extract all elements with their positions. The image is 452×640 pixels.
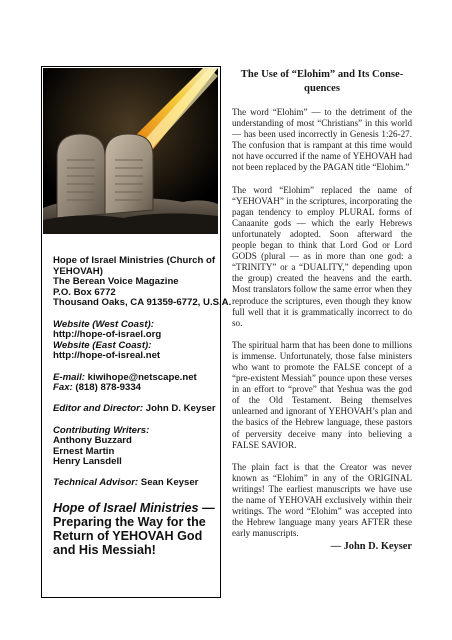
- stone-tablets-image: [43, 68, 218, 234]
- editor-name: John D. Keyser: [145, 403, 216, 415]
- writers-label: Contributing Writers:: [53, 424, 150, 436]
- article-title-line: quences: [304, 83, 340, 94]
- article-paragraph: The plain fact is that the Creator was never known as “Elohim” in any of the ORIGINAL writings! The earliest manuscripts we have use the name of YEHOVAH exclusively within their writings. The word “Elohim” was accepted into the Hebrew language many years AFTER these early manuscripts.: [232, 461, 412, 539]
- contact-info: [53, 255, 232, 558]
- article: [232, 68, 412, 563]
- magazine-name: The Berean Voice Magazine: [53, 276, 179, 288]
- tagline-line: Return of YEHOVAH God: [53, 529, 203, 544]
- tagline-dash: —: [198, 501, 215, 516]
- editor-label: Editor and Director:: [53, 403, 144, 415]
- article-paragraph: The word “Elohim” replaced the name of “YEHOVAH” in the scriptures, incorporating the pagan tendency to employ PLURAL forms of Canaanite gods — which the early Hebrews unfortunately adopted. Soon afterward the people began to think that Lord God or Lord GODS (plural — as in more than one god: a “TRINITY” or a “DUALITY,” depending upon the group) created the heavens and the earth. Most translators follow the same error when they reproduce the scriptures, even though they know full well that it is grammatically incorrect to do so.: [232, 184, 412, 328]
- article-title-line: The Use of “Elohim” and Its Conse-: [240, 69, 404, 80]
- ministry-tagline: [53, 501, 217, 557]
- writer-name: Ernest Martin: [53, 445, 115, 457]
- website-east-label: Website (East Coast):: [53, 339, 152, 351]
- tagline-line: and His Messiah!: [53, 543, 156, 558]
- po-box: P.O. Box 6772: [53, 286, 116, 298]
- article-paragraph: The spiritual harm that has been done to millions is immense. Unfortunately, those false ministers who want to promote the FALSE concept of a “pre-existent Messiah” pounce upon these verses in an effort to “prove” that Yeshua was the god of the Old Testament. Being themselves unlearned and ignorant of YEHOVAH’s plan and the basics of the Hebrew language, these pastors of perversity deceive many into believing a FALSE SAVIOR.: [232, 339, 412, 450]
- website-east-link[interactable]: http://hope-of-isreal.net: [53, 350, 161, 362]
- info-panel: [41, 66, 232, 598]
- org-line: Hope of Israel Ministries (Church of: [53, 255, 216, 266]
- tagline-line: Preparing the Way for the: [53, 515, 206, 530]
- article-title: [232, 68, 412, 96]
- org-line: YEHOVAH): [53, 265, 103, 277]
- tablets-illustration: [43, 68, 218, 234]
- email-link[interactable]: kiwihope@netscape.net: [87, 371, 197, 383]
- tech-name: Sean Keyser: [140, 477, 199, 489]
- writer-name: Henry Lansdell: [53, 456, 122, 468]
- fax-label: Fax:: [53, 382, 73, 394]
- city-address: Thousand Oaks, CA 91359-6772, U.S.A.: [53, 297, 232, 309]
- article-paragraph: The word “Elohim” — to the detriment of the understanding of most “Christians” in this world — has been used incorrectly in Genesis 1:26-27. The confusion that is rampant at this time would not have occurred if the name of YEHOVAH had not been replaced by the PAGAN title “Elohim.”: [232, 107, 412, 173]
- author-signature: — John D. Keyser: [330, 541, 412, 553]
- website-west-label: Website (West Coast):: [53, 318, 154, 330]
- email-label: E-mail:: [53, 371, 85, 383]
- website-west-link[interactable]: http://hope-of-israel.org: [53, 329, 162, 341]
- tech-label: Technical Advisor:: [53, 477, 139, 489]
- writer-name: Anthony Buzzard: [53, 435, 132, 447]
- fax-number: (818) 878-9334: [75, 382, 142, 394]
- tagline-name: Hope of Israel Ministries: [53, 501, 199, 516]
